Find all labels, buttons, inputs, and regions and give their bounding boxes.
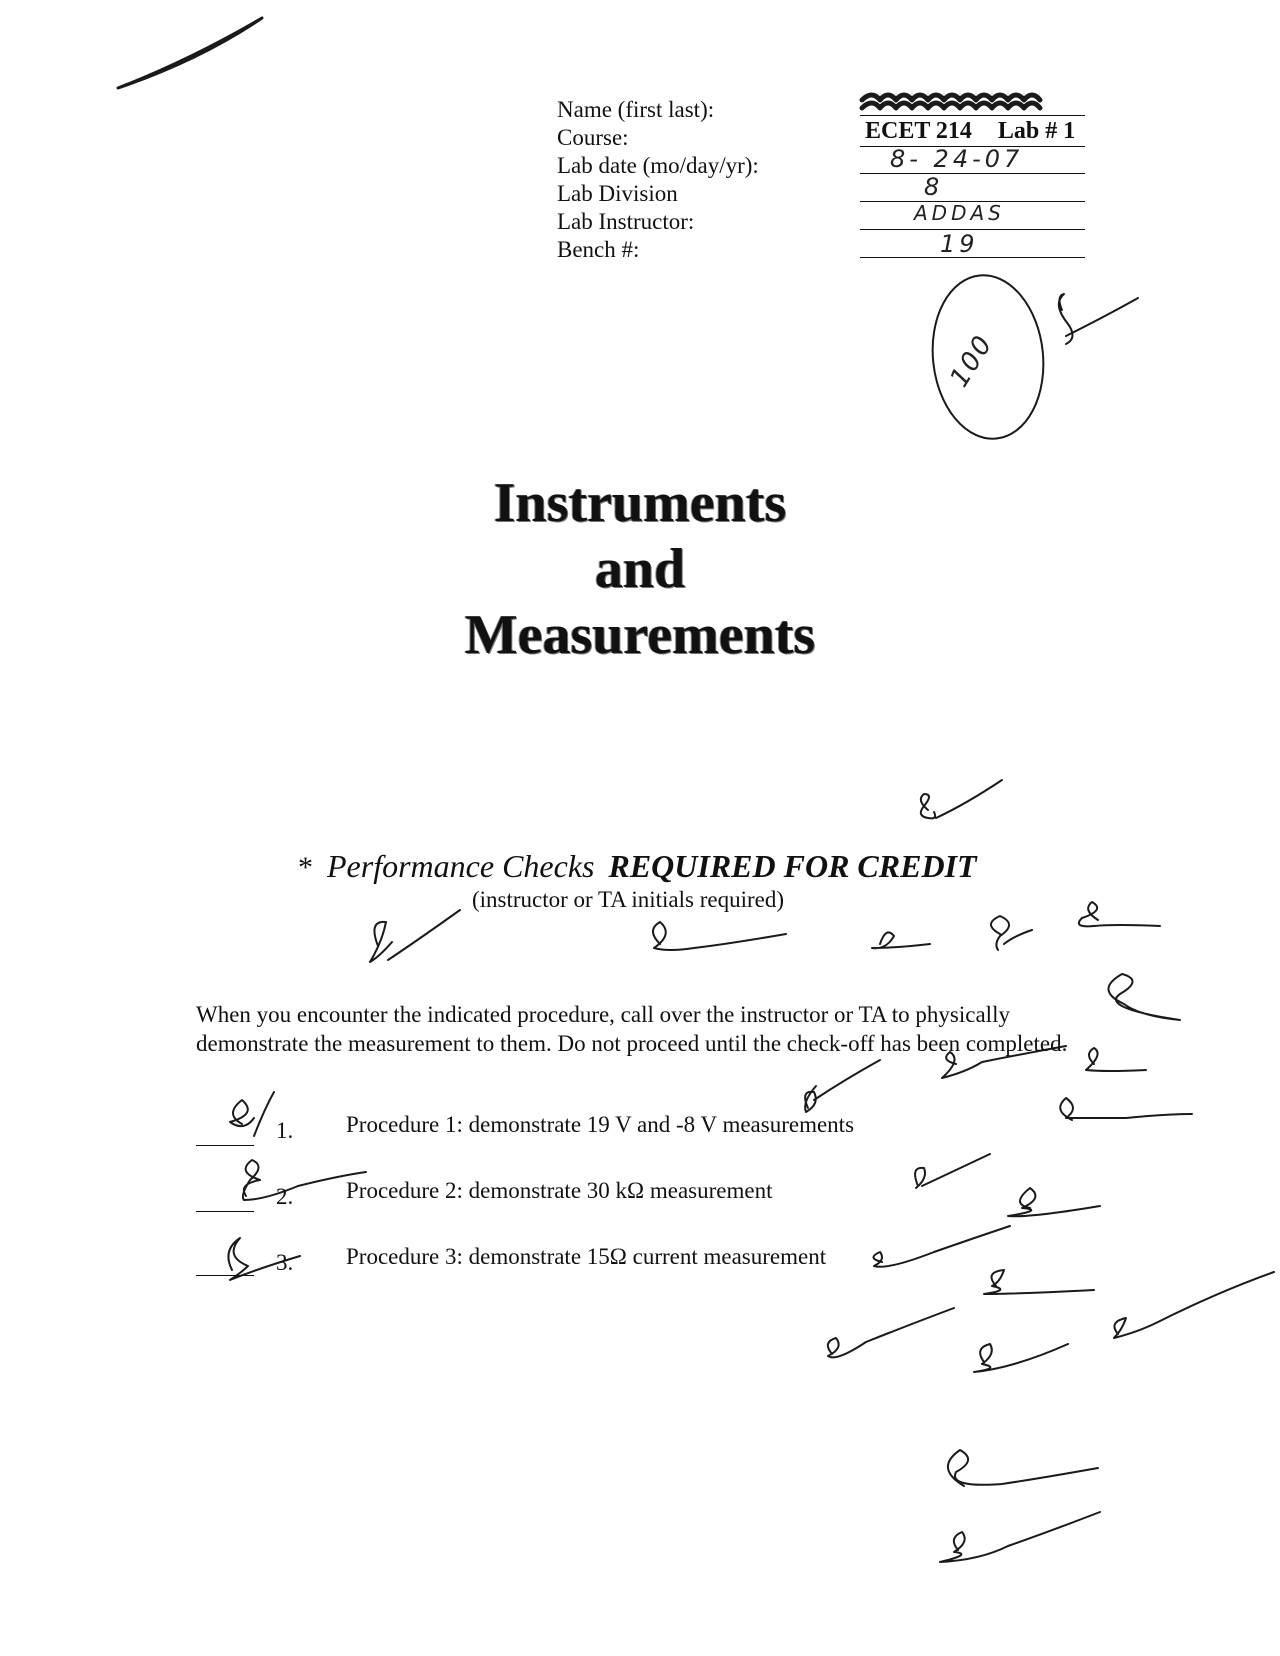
initials-mark xyxy=(653,922,786,950)
initials-mark xyxy=(1008,1188,1100,1216)
initials-mark xyxy=(872,932,930,948)
title-line-3: Measurements xyxy=(464,604,816,666)
initials-mark xyxy=(940,1512,1100,1562)
lab-instructor-label: Lab Instructor: xyxy=(557,209,695,234)
procedure-1-initials xyxy=(230,1092,274,1136)
page-title xyxy=(0,470,1280,668)
grade-check-mark xyxy=(1059,294,1138,344)
initials-mark xyxy=(1060,1098,1192,1120)
procedure-3-initial-line xyxy=(196,1275,254,1276)
bench-field-line xyxy=(860,257,1085,258)
course-value xyxy=(865,118,1101,145)
initials-mark xyxy=(1114,1272,1274,1338)
initials-mark xyxy=(974,1344,1068,1372)
star-icon: * xyxy=(298,851,313,884)
procedure-2-initial-line xyxy=(196,1211,254,1212)
initials-mark xyxy=(370,910,460,962)
initials-mark xyxy=(915,1154,990,1188)
procedure-1-text: Procedure 1: demonstrate 19 V and -8 V measurements xyxy=(346,1112,855,1137)
bench-label: Bench #: xyxy=(557,237,640,262)
procedure-2-text: Procedure 2: demonstrate 30 kΩ measurement xyxy=(346,1178,773,1203)
pen-stroke-mark xyxy=(118,18,262,88)
course-code: ECET 214 xyxy=(865,118,972,144)
initials-mark xyxy=(948,1450,1098,1486)
initials-mark xyxy=(921,780,1002,818)
title-line-1: Instruments xyxy=(493,472,787,534)
initials-mark xyxy=(873,1226,1010,1267)
name-label: Name (first last): xyxy=(557,97,715,122)
lab-date-value: 8- 24-07 xyxy=(890,145,1024,173)
procedure-1-number: 1. xyxy=(276,1118,294,1143)
procedure-3-number: 3. xyxy=(276,1250,294,1275)
initials-mark xyxy=(805,1060,880,1112)
lab-date-label: Lab date (mo/day/yr): xyxy=(557,153,759,178)
initials-mark xyxy=(828,1308,954,1357)
procedure-1-initial-line xyxy=(196,1145,254,1146)
performance-checks-title: Performance Checks xyxy=(327,848,595,884)
instructions-paragraph: When you encounter the indicated procedure, call over the instructor or TA to physically demonstrate the measurement to them. Do not proceed until the check-off has been completed. xyxy=(196,1002,1068,1056)
lab-division-value: 8 xyxy=(924,173,944,201)
course-label: Course: xyxy=(557,125,629,150)
lab-number: Lab # 1 xyxy=(997,118,1076,144)
procedure-3-text: Procedure 3: demonstrate 15Ω current measurement xyxy=(346,1244,827,1269)
initials-note: (instructor or TA initials required) xyxy=(472,887,784,912)
bench-value: 19 xyxy=(940,230,979,258)
performance-checks-heading xyxy=(298,848,977,885)
lab-instructor-value: ADDAS xyxy=(914,201,1005,225)
initials-mark xyxy=(1108,974,1180,1020)
initials-mark xyxy=(1079,902,1160,926)
lab-division-label: Lab Division xyxy=(557,181,678,206)
lab-date-field-line xyxy=(860,173,1085,174)
required-for-credit: REQUIRED FOR CREDIT xyxy=(608,848,977,884)
procedure-2-number: 2. xyxy=(276,1184,294,1209)
grade-score: 100 xyxy=(944,329,1000,393)
initials-mark xyxy=(991,916,1032,950)
name-field-line xyxy=(860,115,1085,116)
initials-mark xyxy=(984,1270,1094,1294)
redacted-name-scribble xyxy=(862,95,1040,108)
title-line-2: and xyxy=(594,538,686,600)
